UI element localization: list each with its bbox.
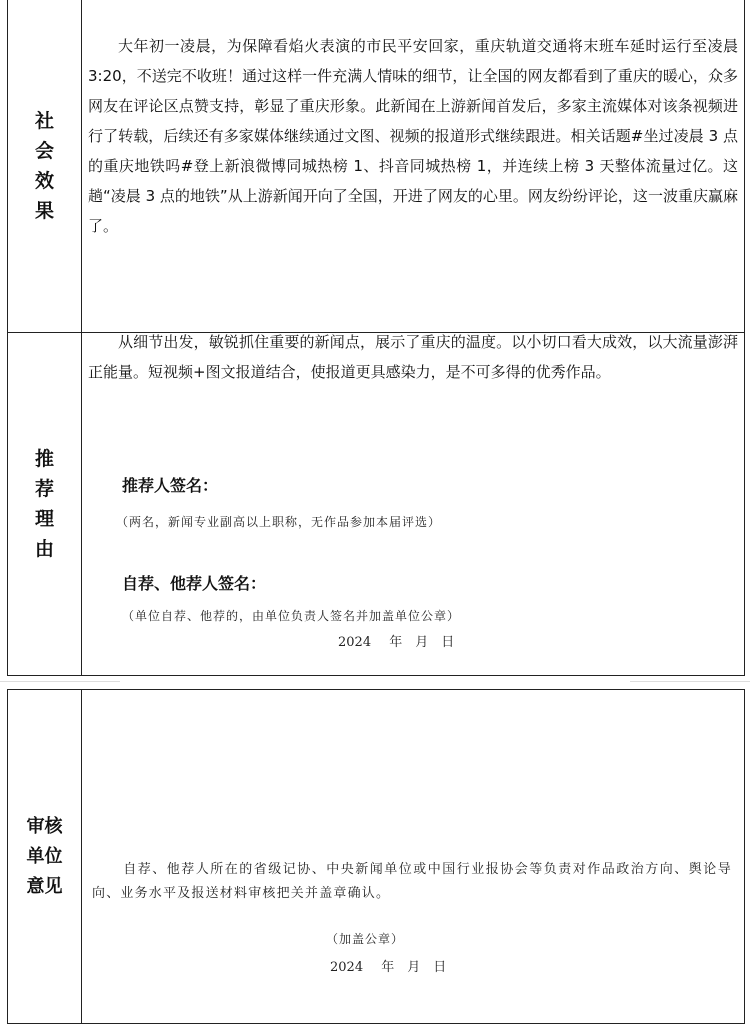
social-effect-label-cell bbox=[8, 0, 82, 332]
recommendation-date: 2024 年 月 日 bbox=[338, 635, 455, 650]
social-effect-text: 大年初一凌晨，为保障看焰火表演的市民平安回家，重庆轨道交通将末班车延时运行至凌晨 3:20，不送完不收班！通过这样一件充满人情味的细节，让全国的网友都看到了重庆的暖心，众多网友在评论区点赞支持，彰显了重庆形象。此新闻在上游新闻首发后，多家主流媒体对该条视频进行了转载，后续还有多家媒体继续通过文图、视频的报道形式继续跟进。相关话题#坐过凌晨 3 点的重庆地铁吗#登上新浪微博同城热榜 1、抖音同城热榜 1，并连续上榜 3 天整体流量过亿。这趟“凌晨 3 点的地铁”从上游新闻开向了全国，开进了网友的心里。网友纷纷评论，这一波重庆赢麻了。 bbox=[88, 37, 738, 235]
recommendation-label-cell bbox=[8, 333, 82, 675]
recommendation-row bbox=[8, 333, 744, 675]
review-seal-note: （加盖公章） bbox=[326, 932, 405, 946]
review-row bbox=[8, 690, 744, 1023]
recommender-note: （两名，新闻专业副高以上职称，无作品参加本届评选） bbox=[116, 515, 442, 529]
review-table bbox=[7, 689, 745, 1024]
social-effect-content bbox=[82, 0, 744, 332]
self-sign-title: 自荐、他荐人签名： bbox=[122, 574, 267, 593]
self-note: （单位自荐、他荐的，由单位负责人签名并加盖单位公章） bbox=[122, 609, 461, 623]
recommender-sign-title: 推荐人签名： bbox=[122, 476, 219, 495]
recommendation-content bbox=[82, 333, 744, 675]
page-gap-line-right bbox=[630, 681, 750, 682]
top-table bbox=[7, 0, 745, 676]
social-effect-row bbox=[8, 0, 744, 333]
review-text: 自荐、他荐人所在的省级记协、中央新闻单位或中国行业报协会等负责对作品政治方向、舆论导向、业务水平及报送材料审核把关并盖章确认。 bbox=[92, 862, 732, 901]
review-label: 审核单位意见 bbox=[26, 815, 63, 897]
review-content bbox=[8, 690, 744, 1023]
page-gap-line-left bbox=[0, 681, 120, 682]
recommendation-label: 推荐理由 bbox=[34, 448, 54, 560]
review-date: 2024 年 月 日 bbox=[330, 960, 447, 975]
recommendation-text: 从细节出发，敏锐抓住重要的新闻点，展示了重庆的温度。以小切口看大成效，以大流量澎湃正能量。短视频+图文报道结合，使报道更具感染力，是不可多得的优秀作品。 bbox=[88, 333, 738, 381]
social-effect-label: 社会效果 bbox=[34, 109, 54, 222]
